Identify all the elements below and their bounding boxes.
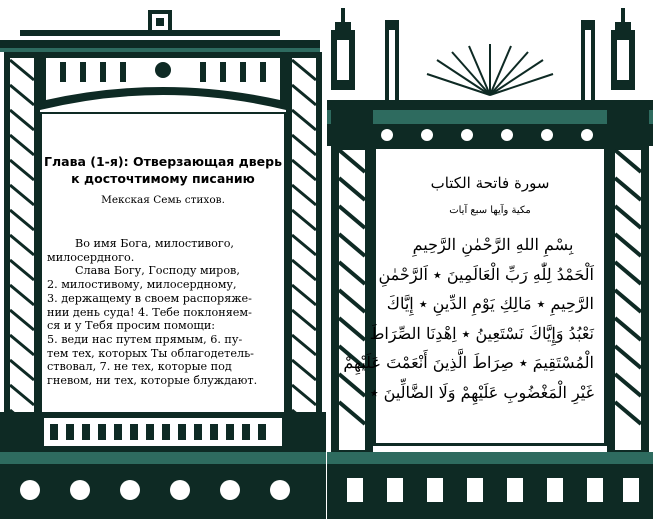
translation-line: ся и у Тебя просим помощи: [47, 319, 216, 333]
chapter-title [42, 153, 284, 187]
arabic-line: بِسْمِ اللهِ الرَّحْمٰنِ الرَّحِيمِ [412, 235, 574, 254]
chapter-translation [47, 237, 279, 388]
arabic-line: غَيْرِ الْمَغْضُوبِ عَلَيْهِمْ وَلَا الضَّالِّينَ ٭ [369, 382, 594, 402]
surah-title: سورة فاتحة الكتاب [430, 174, 550, 192]
translation-line: ствовал, 7. не тех, которые под [47, 360, 232, 374]
translation-line: милосердного. [47, 250, 135, 264]
surah-subtitle: مكية وآيها سبع آيات [449, 205, 531, 216]
surah-arabic-text [343, 230, 594, 407]
arabic-line: الرَّحِيمِ ٭ مَالِكِ يَوْمِ الدِّينِ ٭ إِيَّاكَ [386, 294, 594, 313]
translation-line: гневом, ни тех, которые блуждают. [47, 374, 258, 388]
translation-line: Слава Богу, Господу миров, [75, 264, 240, 278]
chapter-subtitle: Мекская Семь стихов. [101, 194, 225, 206]
chapter-title-line-1: Глава (1-я): Отверзающая дверь [44, 154, 282, 169]
arabic-line: اَلْحَمْدُ لِلّٰهِ رَبِّ الْعَالَمِينَ ٭ اَلرَّحْمٰنِ [378, 264, 594, 284]
arabic-line: نَعْبُدُ وَإِيَّاكَ نَسْتَعِينُ ٭ اِهْدِنَا الصِّرَاطَ [369, 323, 594, 343]
chapter-title-line-2: к досточтимому писанию [71, 171, 255, 186]
translation-line: 3. держащему в своем распоряже- [47, 291, 252, 305]
translation-line: 2. милостивому, милосердному, [47, 278, 237, 292]
translation-line: тем тех, которых Ты облагодетель- [47, 346, 254, 360]
translation-line: 5. веди нас путем прямым, 6. пу- [47, 332, 243, 346]
translation-line: нии день суда! 4. Тебе поклоняем- [47, 305, 252, 319]
arabic-line: الْمُسْتَقِيمَ ٭ صِرَاطَ الَّذِينَ أَنْعَمْتَ عَلَيْهِمْ [343, 353, 594, 372]
translation-line: Во имя Бога, милостивого, [75, 237, 234, 250]
